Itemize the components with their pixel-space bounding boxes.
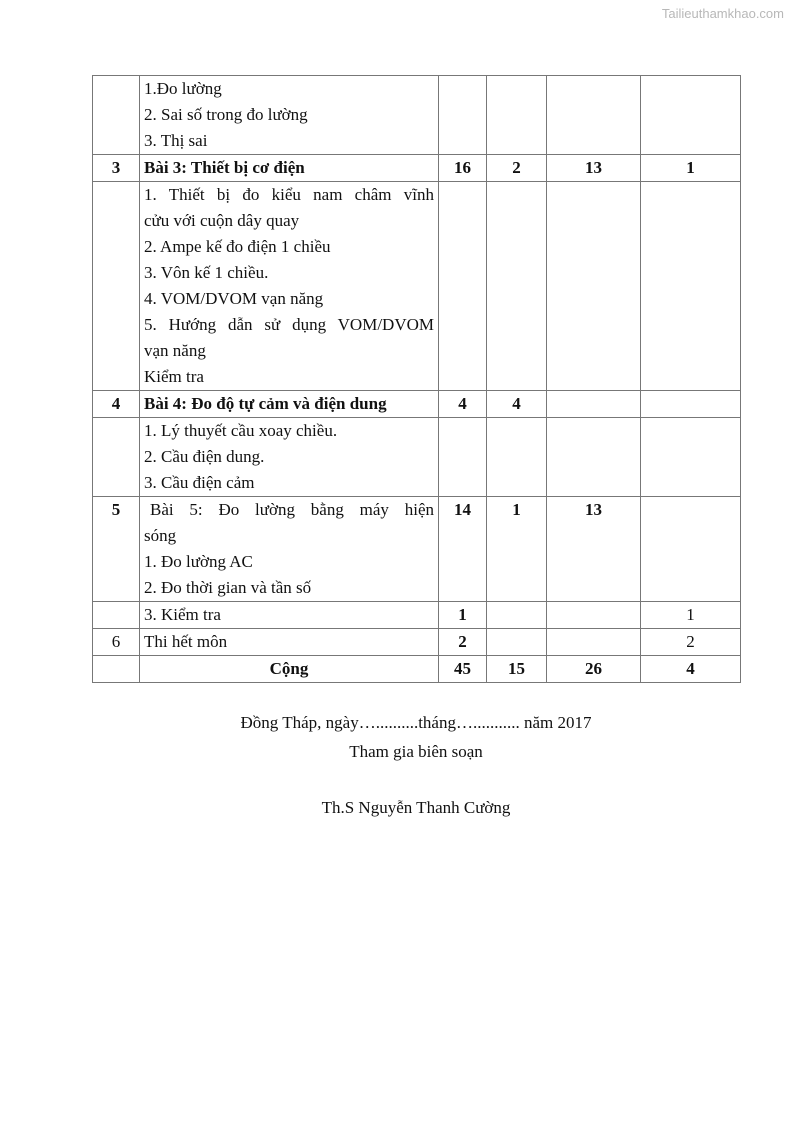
- theory-hours: 15: [487, 656, 547, 683]
- table-row: [93, 418, 741, 497]
- content-line: 3. Thị sai: [144, 131, 208, 150]
- row-number: [93, 182, 140, 391]
- exam-hours: [641, 391, 741, 418]
- content-line: 5. Hướng dẫn sử dụng VOM/DVOM: [144, 315, 434, 334]
- theory-hours: [487, 602, 547, 629]
- content-line: 2. Cầu điện dung.: [144, 447, 265, 466]
- content-cell: Thi hết môn: [140, 629, 439, 656]
- row-number: 6: [93, 629, 140, 656]
- theory-hours: 2: [487, 155, 547, 182]
- row-number: 3: [93, 155, 140, 182]
- exam-hours: 1: [641, 602, 741, 629]
- practice-hours: [547, 391, 641, 418]
- total-row: [93, 656, 741, 683]
- content-line: vạn năng: [144, 341, 206, 360]
- lesson-title: Bài 3: Thiết bị cơ điện: [140, 155, 439, 182]
- row-number: [93, 418, 140, 497]
- practice-hours: [547, 602, 641, 629]
- practice-hours: [547, 182, 641, 391]
- practice-hours: 26: [547, 656, 641, 683]
- practice-hours: 13: [547, 497, 641, 602]
- theory-hours: 1: [487, 497, 547, 602]
- author-name: Th.S Nguyễn Thanh Cường: [321, 798, 511, 817]
- exam-hours: [641, 497, 741, 602]
- table-row: [93, 629, 741, 656]
- content-line: 3. Cầu điện cảm: [144, 473, 255, 492]
- exam-hours: 4: [641, 656, 741, 683]
- table-row: [93, 497, 741, 602]
- content-line: 1. Lý thuyết cầu xoay chiều.: [144, 421, 338, 440]
- row-number: [93, 76, 140, 155]
- total-hours: 45: [439, 656, 487, 683]
- total-hours: [439, 182, 487, 391]
- row-number: [93, 656, 140, 683]
- practice-hours: [547, 418, 641, 497]
- row-number: 4: [93, 391, 140, 418]
- content-line: 4. VOM/DVOM vạn năng: [144, 289, 324, 308]
- lesson-title: Bài 5: Đo lường bằng máy hiện: [150, 500, 434, 519]
- theory-hours: 4: [487, 391, 547, 418]
- total-hours: 16: [439, 155, 487, 182]
- practice-hours: [547, 76, 641, 155]
- course-plan-table: [92, 75, 741, 683]
- total-hours: 1: [439, 602, 487, 629]
- content-line: 1. Thiết bị đo kiểu nam châm vĩnh: [144, 185, 434, 204]
- content-line: 3. Vôn kế 1 chiều.: [144, 263, 269, 282]
- practice-hours: [547, 629, 641, 656]
- exam-hours: 1: [641, 155, 741, 182]
- lesson-title-cont: sóng: [144, 526, 177, 545]
- content-cell: [140, 497, 439, 602]
- exam-hours: [641, 182, 741, 391]
- lesson-title: Bài 4: Đo độ tự cảm và điện dung: [140, 391, 439, 418]
- theory-hours: [487, 182, 547, 391]
- theory-hours: [487, 418, 547, 497]
- total-hours: [439, 418, 487, 497]
- total-hours: [439, 76, 487, 155]
- place-date: Đồng Tháp, ngày…..........tháng…........... năm 2017: [240, 713, 592, 732]
- table-row: [93, 391, 741, 418]
- table-row: [93, 182, 741, 391]
- content-line: 1.Đo lường: [144, 79, 222, 98]
- content-cell: [140, 182, 439, 391]
- content-cell: [140, 418, 439, 497]
- content-cell: 3. Kiểm tra: [140, 602, 439, 629]
- total-hours: 2: [439, 629, 487, 656]
- exam-hours: 2: [641, 629, 741, 656]
- total-hours: 14: [439, 497, 487, 602]
- table-row: [93, 602, 741, 629]
- content-line: Kiểm tra: [144, 367, 204, 386]
- table-row: [93, 155, 741, 182]
- row-number: [93, 602, 140, 629]
- watermark: Tailieuthamkhao.com: [661, 6, 784, 21]
- total-label: Cộng: [140, 656, 439, 683]
- content-line: cửu với cuộn dây quay: [144, 211, 300, 230]
- content-line: 2. Đo thời gian và tần số: [144, 578, 312, 597]
- exam-hours: [641, 76, 741, 155]
- content-line: 1. Đo lường AC: [144, 552, 253, 571]
- total-hours: 4: [439, 391, 487, 418]
- exam-hours: [641, 418, 741, 497]
- signer-role: Tham gia biên soạn: [349, 742, 483, 761]
- theory-hours: [487, 76, 547, 155]
- table-row: [93, 76, 741, 155]
- row-number: 5: [93, 497, 140, 602]
- theory-hours: [487, 629, 547, 656]
- content-cell: [140, 76, 439, 155]
- practice-hours: 13: [547, 155, 641, 182]
- content-line: 2. Ampe kế đo điện 1 chiều: [144, 237, 331, 256]
- content-line: 2. Sai số trong đo lường: [144, 105, 308, 124]
